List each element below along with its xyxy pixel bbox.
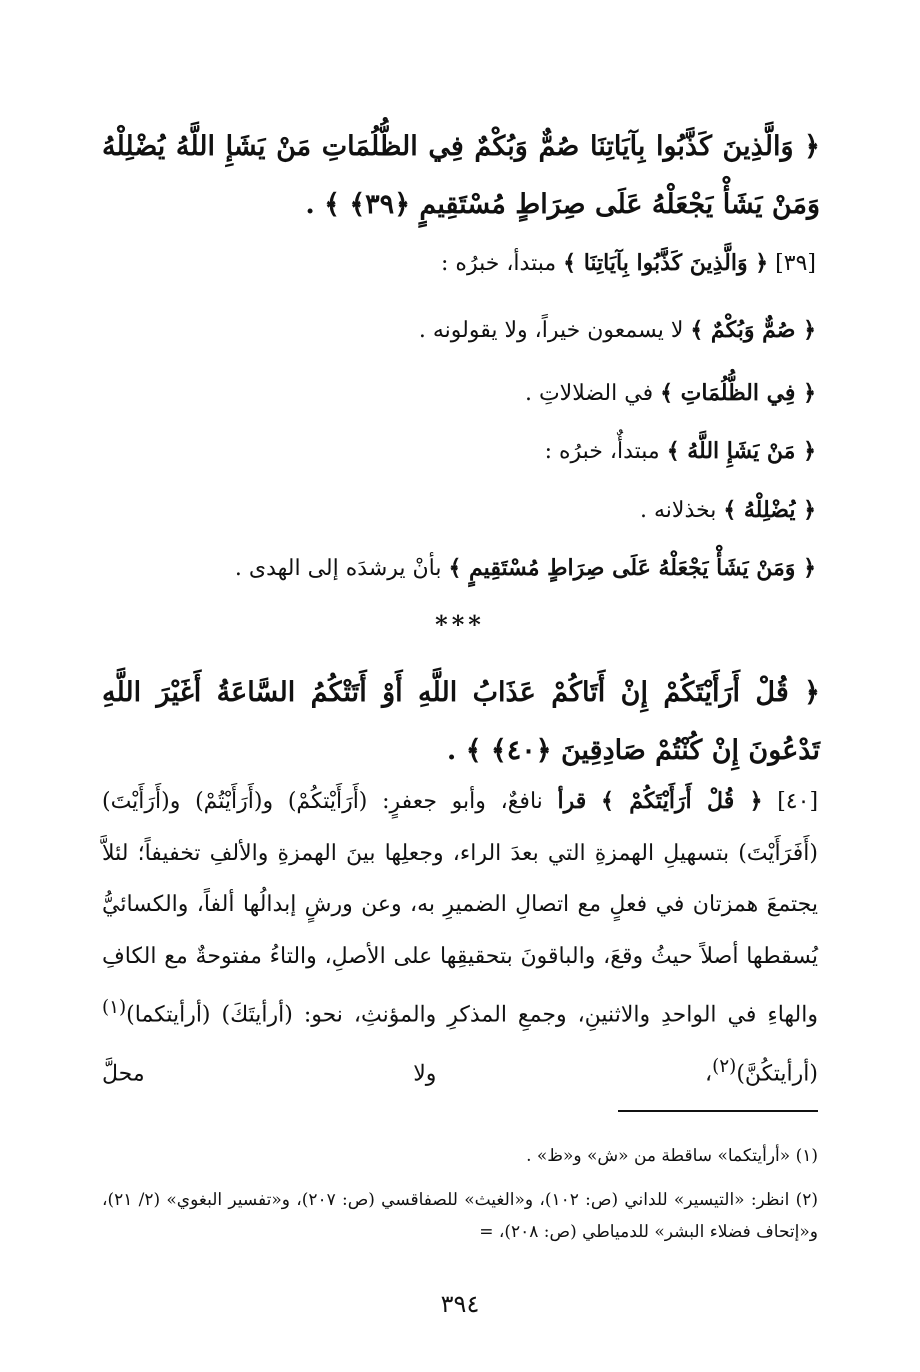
commentary-text: لا يسمعون خيراً، ولا يقولونه .: [418, 318, 684, 343]
quran-quote: ﴿ مَنْ يَشَإِ اللَّهُ ﴾: [666, 438, 816, 464]
commentary-line: [102, 248, 816, 279]
quran-quote: ﴿ وَالَّذِينَ كَذَّبُوا بِآيَاتِنَا ﴾: [563, 250, 769, 276]
commentary-line: [102, 315, 816, 346]
commentary-text: في الضلالاتِ .: [524, 381, 654, 406]
verse-number: [٣٩]: [775, 251, 816, 276]
commentary-paragraph: [102, 776, 818, 1100]
footnote-number: (١): [795, 1146, 818, 1166]
footnote-divider: [618, 1110, 818, 1112]
quran-quote: ﴿ قُلْ أَرَأَيْتَكُمْ ﴾: [601, 788, 763, 814]
commentary-text: بخذلانه .: [640, 498, 717, 523]
footnote: [102, 1140, 818, 1172]
commentary-text: بأنْ يرشدَه إلى الهدى .: [234, 556, 442, 581]
commentary-text: مبتدأ، خبرُه :: [441, 251, 557, 276]
footnote-text: انظر: «التيسير» للداني (ص: ١٠٢)، و«الغيث» للصفاقسي (ص: ٢٠٧)، و«تفسير البغوي» (٢/ ٢١)، و«إتحاف فضلاء البشر» للدمياطي (ص: ٢٠٨)، =: [102, 1190, 818, 1242]
commentary-text: ، ولا محلَّ: [102, 1061, 713, 1087]
commentary-line: [102, 436, 816, 467]
page-number: ٣٩٤: [440, 1290, 480, 1318]
quran-quote: ﴿ يُضْلِلْهُ ﴾: [723, 497, 816, 523]
footnote-text: «أرأيتكما» ساقطة من «ش» و«ظ» .: [526, 1146, 791, 1166]
commentary-line: [102, 378, 816, 409]
footnote-ref: (١): [102, 997, 127, 1018]
footnote: [102, 1184, 818, 1248]
footnote-number: (٢): [795, 1190, 818, 1210]
quran-verse-40: ﴿ قُلْ أَرَأَيْتَكُمْ إِنْ أَتَاكُمْ عَذَابُ اللَّهِ أَوْ أَتَتْكُمُ السَّاعَةُ أَغَيْرَ اللَّهِ تَدْعُونَ إِنْ كُنْتُمْ صَادِقِينَ ﴿٤٠﴾ ﴾ .: [102, 677, 820, 766]
lead-word: قرأ: [557, 788, 587, 814]
section-separator: ***: [435, 610, 485, 639]
footnote-ref: (٢): [712, 1055, 737, 1077]
quran-quote: ﴿ صُمٌّ وَبُكْمٌ ﴾: [690, 317, 816, 343]
verse-number: [٤٠]: [777, 789, 819, 814]
quran-verse-39: ﴿ وَالَّذِينَ كَذَّبُوا بِآيَاتِنَا صُمٌّ وَبُكْمٌ فِي الظُّلُمَاتِ مَنْ يَشَإِ اللَّهُ يُضْلِلْهُ وَمَنْ يَشَأْ يَجْعَلْهُ عَلَى صِرَاطٍ مُسْتَقِيمٍ ﴿٣٩﴾ ﴾ .: [102, 131, 820, 220]
commentary-text: (أرأيتكُنَّ): [736, 1061, 818, 1087]
quran-quote: ﴿ فِي الظُّلُمَاتِ ﴾: [660, 380, 816, 406]
quran-quote: ﴿ وَمَنْ يَشَأْ يَجْعَلْهُ عَلَى صِرَاطٍ مُسْتَقِيمٍ ﴾: [448, 555, 816, 581]
commentary-line: [102, 495, 816, 526]
commentary-text: نافعٌ، وأبو جعفرٍ: (أَرَأَيْتكُمْ) و(أَرَأَيْتُمْ) و(أَرَأَيْتَ) (أَفَرَأَيْتَ) بتسهيلِ الهمزةِ التي بعدَ الراء، وجعلِها بينَ الهمزةِ والألفِ تخفيفاً؛ لئلاَّ يجتمعَ همزتان في فعلٍ مع اتصالِ الضميرِ به، وعن ورشٍ إبدالُها ألفاً، والكسائيُّ يُسقطها أصلاً حيثُ وقعَ، والباقونَ بتحقيقِها على الأصلِ، والتاءُ مفتوحةٌ مع الكافِ والهاءِ في الواحدِ والاثنينِ، وجمعِ المذكرِ والمؤنثِ، نحو: (أرأيتَكَ) (أرأيتكما): [102, 789, 818, 1028]
commentary-line: [102, 553, 816, 584]
commentary-text: مبتدأٌ، خبرُه :: [544, 439, 660, 464]
